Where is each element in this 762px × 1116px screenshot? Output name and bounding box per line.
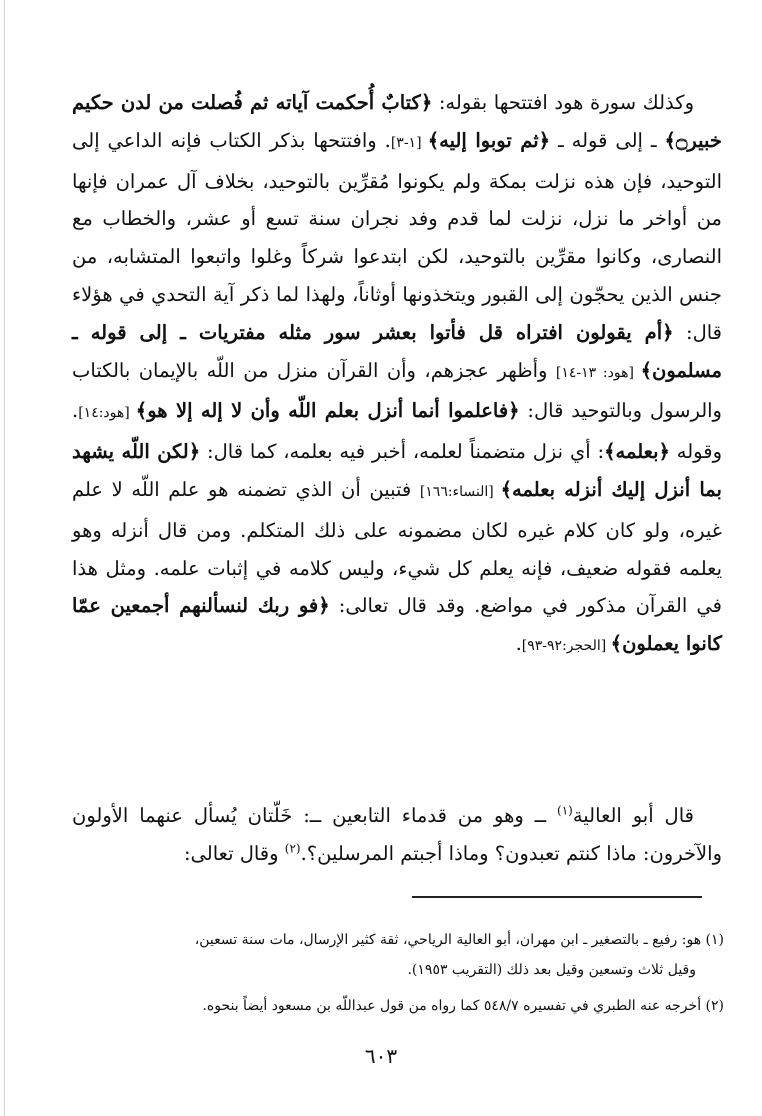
paragraph-2-middle: ــ وهو من قدماء التابعين ــ: خَلّتان يُسأل عنهما الأولون والآخرون: ماذا كنتم تعبدون؟ وماذا أجبتم المرسلين؟.: [72, 804, 722, 865]
body-text: . وقوله: [72, 399, 722, 464]
page-edge-line: [4, 0, 5, 1116]
quran-verse: ﴿بعلمه﴾: [604, 440, 670, 464]
quran-verse: ﴿كتابٌ أُحكمت آياته ثم فُصلت من لدن حكيم خبير۝﴾: [72, 91, 722, 152]
quran-verse: ﴿أم يقولون افتراه قل فأتوا بعشر سور مثله مفتريات ـ إلى قوله ـ مسلمون﴾: [72, 320, 722, 382]
main-paragraph: [72, 84, 722, 666]
footnote-1-marker[interactable]: (١): [557, 803, 573, 818]
body-text: فتبين أن الذي تضمنه هو علم اللّه لا علم غيره، ولو كان كلام غيره لكان مضمونه على ذلك المتكلم. ومن قال أنزله وهو يعلمه فقوله ضعيف، فإنه يعلم كل شيء، وليس كلامه في إثبات علمه. ومثل هذا في القرآن مذكور في مواضع. وقد قال تعالى:: [72, 477, 722, 618]
page-number: ٦٠٣: [364, 1044, 398, 1068]
quran-verse: ﴿لكن اللّه يشهد بما أنزل إليك أنزله بعلمه﴾: [72, 440, 722, 501]
body-text: وأظهر عجزهم، وأن القرآن منزل من اللّه بالإيمان بالكتاب والرسول وبالتوحيد قال:: [72, 358, 722, 423]
verse-reference: [هود:١٤]: [78, 405, 136, 422]
quran-verse: ﴿ثم توبوا إليه﴾: [427, 128, 551, 152]
body-text: : أي نزل متضمناً لعلمه، أخبر فيه بعلمه، كما قال:: [200, 440, 605, 464]
verse-reference: [النساء:١٦٦]: [419, 483, 501, 500]
footnote-2-marker[interactable]: (٢): [284, 841, 301, 856]
body-text: .: [515, 632, 522, 656]
body-text: وكذلك سورة هود افتتحها بقوله:: [432, 91, 694, 114]
paragraph-2-end: وقال تعالى:: [183, 841, 285, 865]
paragraph-2-start: قال أبو العالية: [572, 804, 694, 827]
second-paragraph: [72, 797, 722, 873]
body-text: . وافتتحها بذكر الكتاب فإنه الداعي إلى التوحيد، فإن هذه نزلت بمكة ولم يكونوا مُقرِّين بالتوحيد، بخلاف آل عمران فإنها من أواخر ما نزل، نزلت لما قدم وفد نجران سنة تسع أو عشر، والخطاب مع النصارى، وكانوا مقرِّين بالتوحيد، لكن ابتدعوا شركاً وغلوا واتبعوا المتشابه، من جنس الذين يحجّون إلى القبور ويتخذونها أوثاناً، ولهذا لما ذكر آية التحدي في هؤلاء قال:: [72, 128, 722, 344]
paragraph-2: [72, 797, 722, 873]
paragraph-1: [72, 84, 722, 666]
body-text: ـ إلى قوله ـ: [550, 128, 665, 152]
footnote-1: (١) هو: رفيع ـ بالتصغير ـ ابن مهران، أبو العالية الرياحي، ثقة كثير الإرسال، مات سنة تسعين،: [194, 932, 724, 948]
verse-reference: [الحجر:٩٢-٩٣]: [521, 638, 611, 655]
quran-verse: ﴿فاعلموا أنما أنزل بعلم اللّه وأن لا إله إلا هو﴾: [135, 399, 520, 423]
verse-reference: [هود: ١٣-١٤]: [555, 364, 641, 381]
quran-verse: ﴿فو ربك لنسألنهم أجمعين عمّا كانوا يعملون﴾: [72, 594, 722, 656]
footnote-1-continued: وقيل ثلاث وتسعين وقيل بعد ذلك (التقريب ١٩٥٣).: [407, 962, 696, 978]
footnote-2: (٢) أخرجه عنه الطبري في تفسيره ٥٤٨/٧ كما رواه من قول عبداللّه بن مسعود أيضاً بنحوه.: [202, 998, 724, 1014]
verse-reference: [١-٣]: [390, 134, 428, 151]
footnote-separator: [412, 896, 702, 898]
footnotes: [62, 925, 724, 1027]
